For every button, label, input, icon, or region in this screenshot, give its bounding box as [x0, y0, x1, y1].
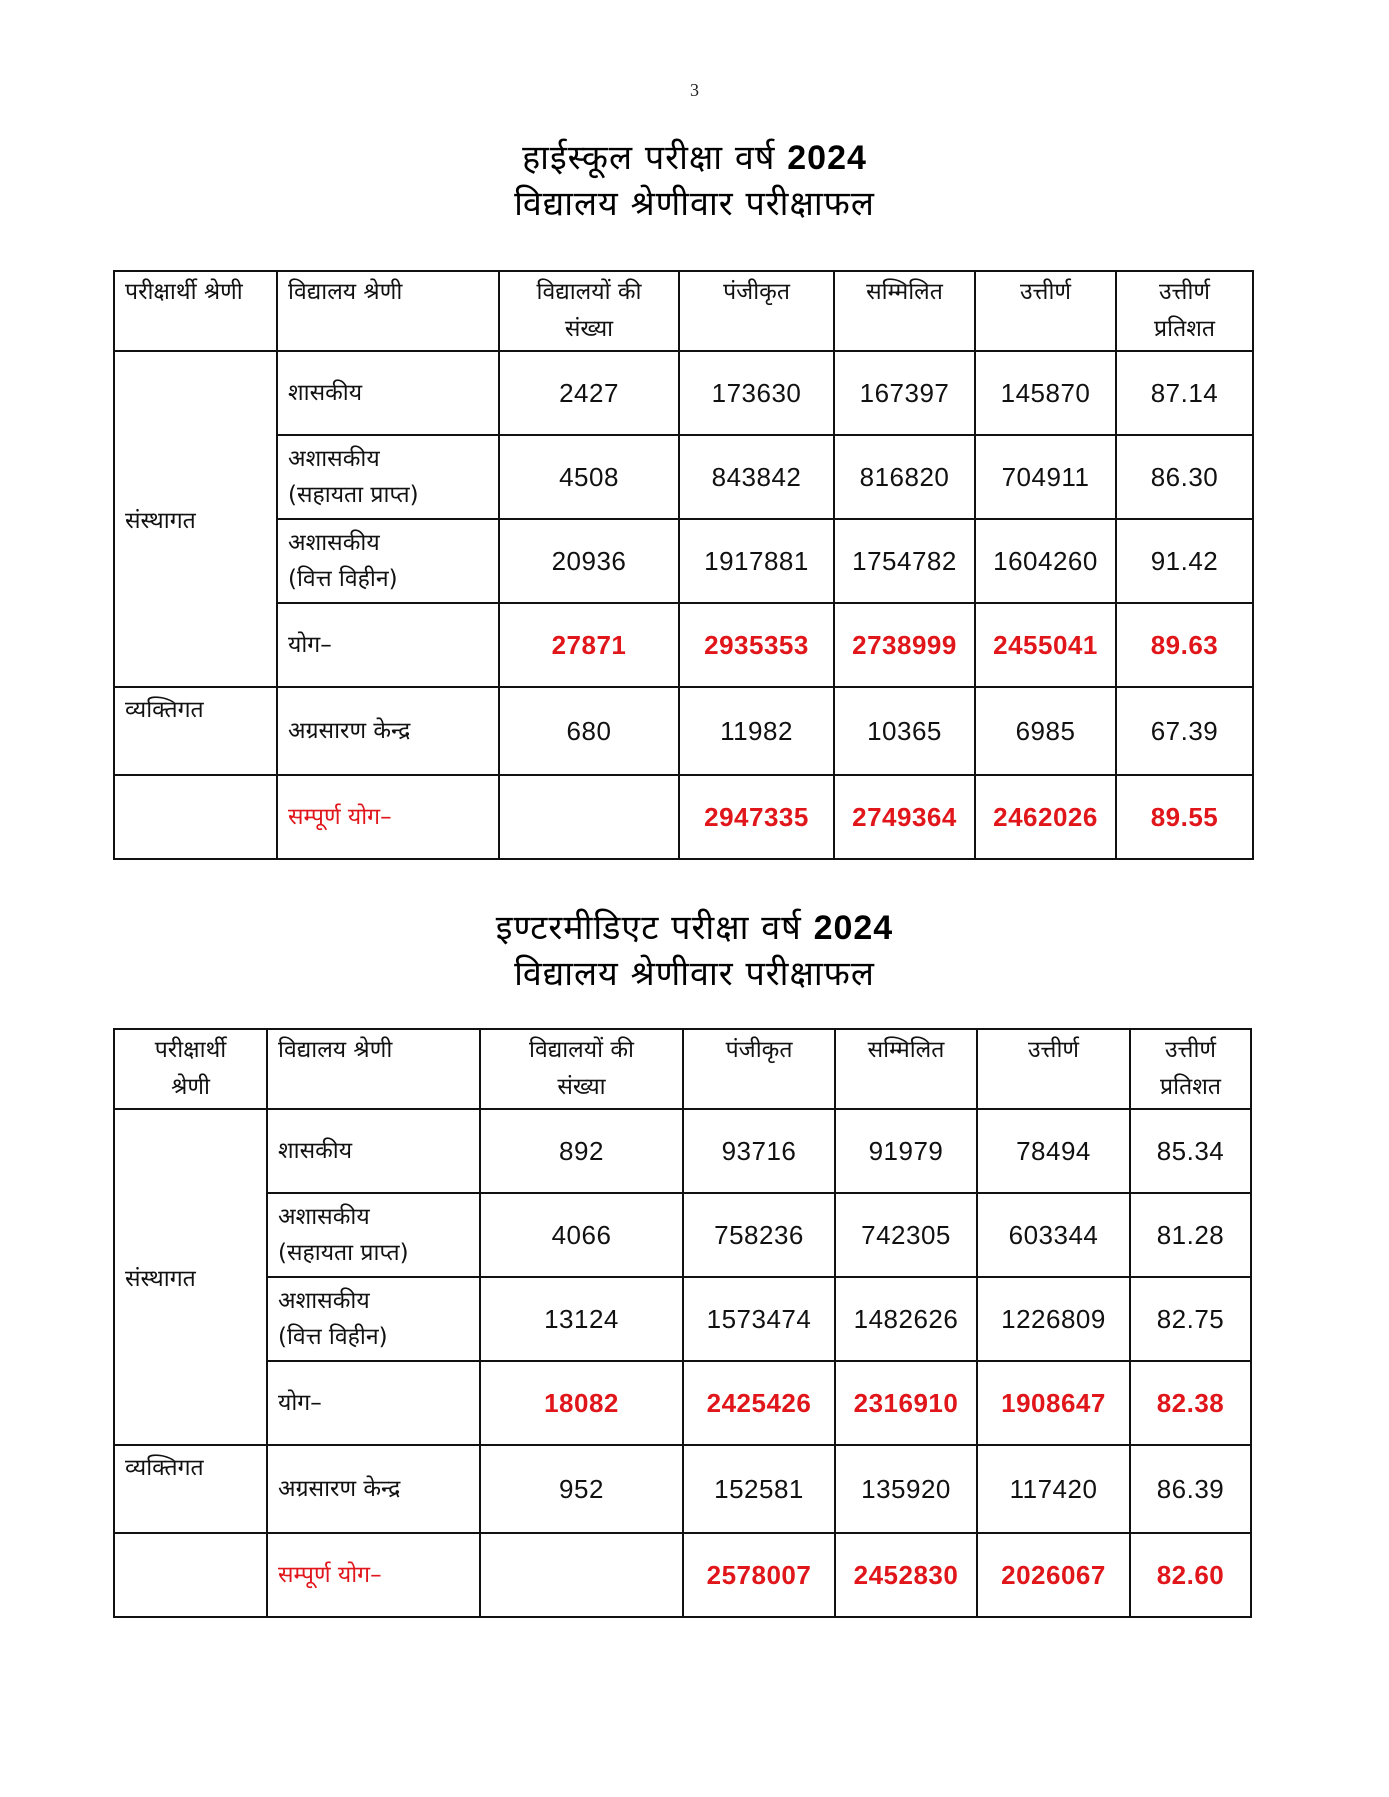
grand-total-registered: 2947335 [679, 775, 834, 859]
grand-total-label: सम्पूर्ण योग– [267, 1533, 480, 1617]
header-appeared: सम्मिलित [835, 1029, 977, 1109]
subtotal-row [114, 1361, 1251, 1445]
group-institutional: संस्थागत [114, 1109, 267, 1445]
table-row [114, 519, 1253, 603]
subtotal-appeared: 2738999 [834, 603, 975, 687]
pass-percent: 86.39 [1130, 1445, 1251, 1533]
subtotal-registered: 2935353 [679, 603, 834, 687]
group-private: व्यक्तिगत [114, 687, 277, 775]
grand-total-row [114, 775, 1253, 859]
subtotal-pass-percent: 89.63 [1116, 603, 1253, 687]
header-candidate-category: परीक्षार्थी श्रेणी [114, 1029, 267, 1109]
pass-percent: 91.42 [1116, 519, 1253, 603]
passed: 704911 [975, 435, 1116, 519]
highschool-title [0, 135, 1389, 227]
school-category: अशासकीय (वित्त विहीन) [277, 519, 499, 603]
header-school-category: विद्यालय श्रेणी [277, 271, 499, 351]
grand-total-passed: 2462026 [975, 775, 1116, 859]
header-registered: पंजीकृत [679, 271, 834, 351]
empty-cell [114, 775, 277, 859]
school-category: अशासकीय (वित्त विहीन) [267, 1277, 480, 1361]
header-appeared: सम्मिलित [834, 271, 975, 351]
private-row [114, 1445, 1251, 1533]
pass-percent: 82.75 [1130, 1277, 1251, 1361]
grand-total-passed: 2026067 [977, 1533, 1130, 1617]
appeared: 742305 [835, 1193, 977, 1277]
pass-percent: 86.30 [1116, 435, 1253, 519]
subtotal-label: योग– [277, 603, 499, 687]
grand-total-appeared: 2452830 [835, 1533, 977, 1617]
header-registered: पंजीकृत [683, 1029, 835, 1109]
header-pass-percent: उत्तीर्ण प्रतिशत [1116, 271, 1253, 351]
passed: 1604260 [975, 519, 1116, 603]
highschool-title-line2: विद्यालय श्रेणीवार परीक्षाफल [514, 184, 875, 224]
header-passed: उत्तीर्ण [975, 271, 1116, 351]
num-schools: 680 [499, 687, 679, 775]
appeared: 10365 [834, 687, 975, 775]
header-num-schools: विद्यालयों की संख्या [499, 271, 679, 351]
intermediate-results-table [113, 1028, 1252, 1618]
num-schools: 952 [480, 1445, 683, 1533]
subtotal-row [114, 603, 1253, 687]
table-row [114, 1277, 1251, 1361]
table-row [114, 1193, 1251, 1277]
pass-percent: 81.28 [1130, 1193, 1251, 1277]
highschool-title-line1: हाईस्कूल परीक्षा वर्ष 2024 [522, 138, 867, 178]
subtotal-passed: 1908647 [977, 1361, 1130, 1445]
registered: 93716 [683, 1109, 835, 1193]
table-row [114, 1109, 1251, 1193]
subtotal-schools: 27871 [499, 603, 679, 687]
appeared: 1482626 [835, 1277, 977, 1361]
registered: 152581 [683, 1445, 835, 1533]
appeared: 816820 [834, 435, 975, 519]
header-passed: उत्तीर्ण [977, 1029, 1130, 1109]
header-num-schools: विद्यालयों की संख्या [480, 1029, 683, 1109]
header-pass-percent: उत्तीर्ण प्रतिशत [1130, 1029, 1251, 1109]
grand-total-row [114, 1533, 1251, 1617]
private-row [114, 687, 1253, 775]
school-category: शासकीय [267, 1109, 480, 1193]
intermediate-title [0, 905, 1389, 997]
num-schools: 4508 [499, 435, 679, 519]
school-category: अग्रसारण केन्द्र [277, 687, 499, 775]
subtotal-label: योग– [267, 1361, 480, 1445]
subtotal-passed: 2455041 [975, 603, 1116, 687]
grand-total-label: सम्पूर्ण योग– [277, 775, 499, 859]
subtotal-registered: 2425426 [683, 1361, 835, 1445]
grand-total-appeared: 2749364 [834, 775, 975, 859]
school-category: अग्रसारण केन्द्र [267, 1445, 480, 1533]
passed: 6985 [975, 687, 1116, 775]
header-school-category: विद्यालय श्रेणी [267, 1029, 480, 1109]
grand-total-pass-percent: 82.60 [1130, 1533, 1251, 1617]
subtotal-schools: 18082 [480, 1361, 683, 1445]
passed: 603344 [977, 1193, 1130, 1277]
table-row [114, 435, 1253, 519]
school-category: शासकीय [277, 351, 499, 435]
school-category: अशासकीय (सहायता प्राप्त) [277, 435, 499, 519]
empty-cell [114, 1533, 267, 1617]
group-private: व्यक्तिगत [114, 1445, 267, 1533]
title-year: 2024 [787, 139, 867, 177]
grand-total-pass-percent: 89.55 [1116, 775, 1253, 859]
grand-total-registered: 2578007 [683, 1533, 835, 1617]
school-category: अशासकीय (सहायता प्राप्त) [267, 1193, 480, 1277]
appeared: 135920 [835, 1445, 977, 1533]
registered: 1917881 [679, 519, 834, 603]
appeared: 167397 [834, 351, 975, 435]
registered: 11982 [679, 687, 834, 775]
grand-total-schools [499, 775, 679, 859]
registered: 758236 [683, 1193, 835, 1277]
intermediate-title-line2: विद्यालय श्रेणीवार परीक्षाफल [514, 954, 875, 994]
num-schools: 892 [480, 1109, 683, 1193]
pass-percent: 67.39 [1116, 687, 1253, 775]
highschool-results-table [113, 270, 1254, 860]
num-schools: 13124 [480, 1277, 683, 1361]
appeared: 1754782 [834, 519, 975, 603]
table-header-row [114, 271, 1253, 351]
pass-percent: 87.14 [1116, 351, 1253, 435]
registered: 173630 [679, 351, 834, 435]
num-schools: 20936 [499, 519, 679, 603]
subtotal-appeared: 2316910 [835, 1361, 977, 1445]
num-schools: 4066 [480, 1193, 683, 1277]
table-header-row [114, 1029, 1251, 1109]
passed: 1226809 [977, 1277, 1130, 1361]
header-candidate-category: परीक्षार्थी श्रेणी [114, 271, 277, 351]
table-row [114, 351, 1253, 435]
passed: 78494 [977, 1109, 1130, 1193]
page-number: 3 [690, 80, 699, 100]
title-year: 2024 [813, 909, 894, 947]
intermediate-title-line1: इण्टरमीडिएट परीक्षा वर्ष 2024 [495, 908, 894, 948]
num-schools: 2427 [499, 351, 679, 435]
registered: 1573474 [683, 1277, 835, 1361]
appeared: 91979 [835, 1109, 977, 1193]
passed: 117420 [977, 1445, 1130, 1533]
subtotal-pass-percent: 82.38 [1130, 1361, 1251, 1445]
passed: 145870 [975, 351, 1116, 435]
grand-total-schools [480, 1533, 683, 1617]
group-institutional: संस्थागत [114, 351, 277, 687]
pass-percent: 85.34 [1130, 1109, 1251, 1193]
registered: 843842 [679, 435, 834, 519]
